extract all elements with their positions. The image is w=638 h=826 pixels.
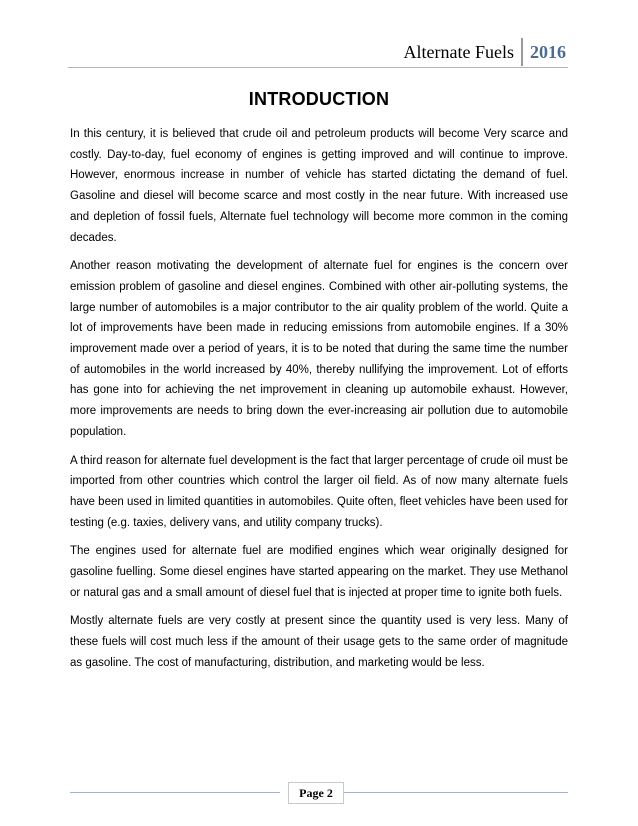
page-header [404,38,566,66]
header-year: 2016 [530,42,566,62]
paragraph-1: In this century, it is believed that crude oil and petroleum products will become Very scarce and costly. Day-to-day, fuel economy of engines is getting improved and will continue to improve. However, enormous increase in number of vehicle has started dictating the demand of fuel. Gasoline and diesel will become scarce and most costly in the near future. With increased use and depletion of fossil fuels, Alternate fuel technology will become more common in the coming decades. [70,128,568,244]
page-footer [70,782,568,804]
paragraph-4: The engines used for alternate fuel are modified engines which wear originally designed for gasoline fuelling. Some diesel engines have started appearing on the market. They use Methanol or natural gas and a small amount of diesel fuel that is injected at proper time to ignite both fuels. [70,545,568,599]
footer-rule-right [344,792,568,793]
header-title: Alternate Fuels [403,42,514,62]
body-text [70,124,568,682]
page-number: Page 2 [288,782,344,804]
header-rule [68,67,568,68]
paragraph-2: Another reason motivating the development of alternate fuel for engines is the concern over emission problem of gasoline and diesel engines. Combined with other air-polluting systems, the large number of automobiles is a major contributor to the air quality problem of the world. Quite a lot of improvements have been made in reducing emissions from automobile engines. If a 30% improvement made over a period of years, it is to be noted that during the same time the number of automobiles in the world increased by 40%, thereby nullifying the improvement. Lot of efforts has gone into for achieving the net improvement in cleaning up automobile exhaust. However, more improvements are needs to bring down the ever-increasing air pollution due to automobile population. [70,260,568,438]
section-heading: INTRODUCTION [248,89,390,109]
paragraph-3: A third reason for alternate fuel development is the fact that larger percentage of crude oil must be imported from other countries which control the larger oil field. As of now many alternate fuels have been used in limited quantities in automobiles. Quite often, fleet vehicles have been used for testing (e.g. taxies, delivery vans, and utility company trucks). [70,454,568,529]
paragraph-5: Mostly alternate fuels are very costly at present since the quantity used is very less. Many of these fuels will cost much less if the amount of their usage gets to the same order of magnitude as gasoline. The cost of manufacturing, distribution, and marketing would be less. [70,615,568,669]
footer-rule-left [70,792,280,793]
